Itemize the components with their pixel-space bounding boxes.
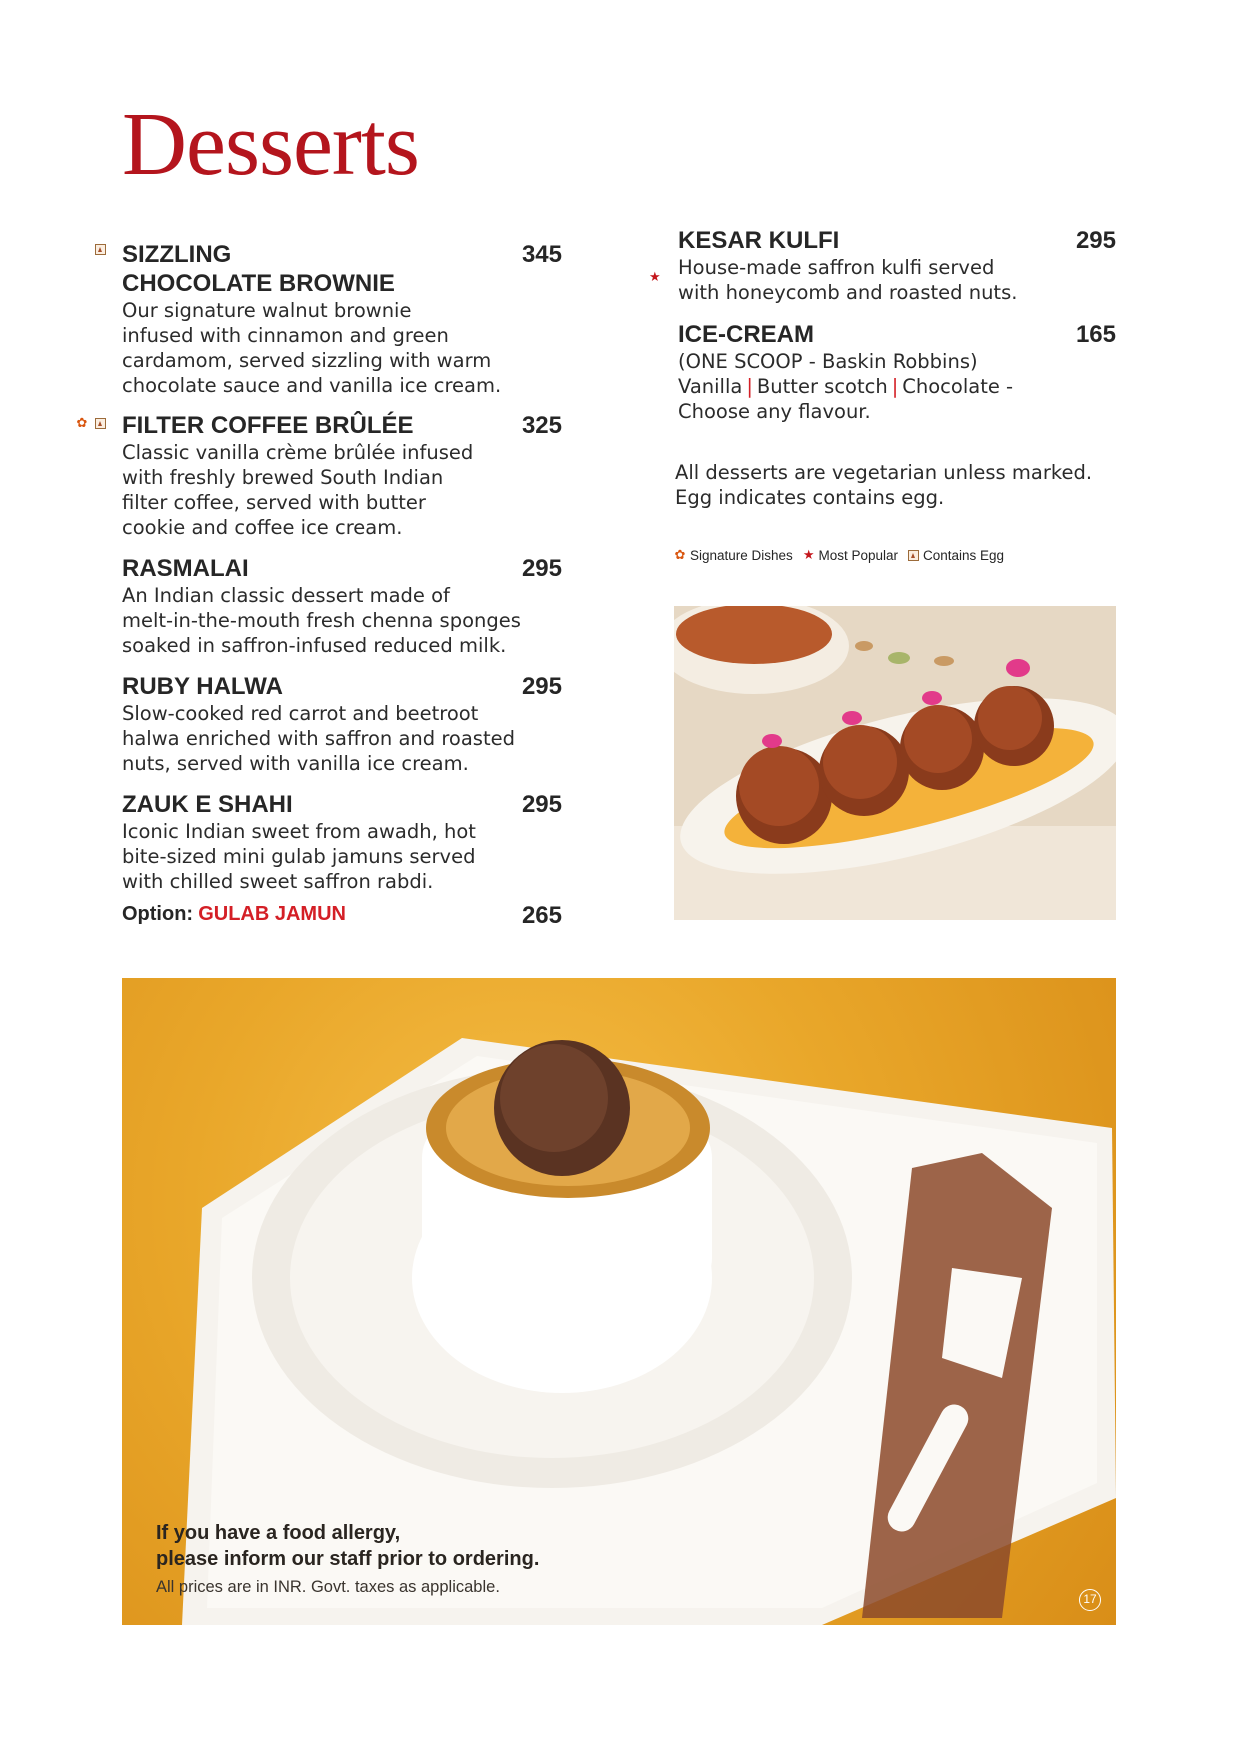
menu-item-sizzling-brownie <box>122 240 562 398</box>
gulab-jamun-illustration <box>674 606 1116 920</box>
item-price: 295 <box>521 791 562 818</box>
item-name: RUBY HALWA <box>122 673 283 700</box>
separator: | <box>891 375 899 398</box>
item-name: ICE-CREAM <box>678 321 814 348</box>
flavour-list <box>678 374 1116 399</box>
legend-contains-egg <box>908 548 1004 563</box>
legend-signature <box>674 548 793 563</box>
option-name: GULAB JAMUN <box>198 903 346 925</box>
item-price: 295 <box>521 673 562 700</box>
menu-item-kesar-kulfi <box>649 226 1116 305</box>
legend-label: Most Popular <box>818 547 899 563</box>
vegetarian-note: All desserts are vegetarian unless marked. Egg indicates contains egg. <box>675 461 1093 509</box>
egg-icon <box>908 550 919 561</box>
contains-egg-icon <box>95 244 106 255</box>
item-price: 295 <box>1075 227 1116 254</box>
contains-egg-icon <box>95 418 106 429</box>
gulab-jamun-photo <box>674 606 1116 920</box>
menu-item-ice-cream <box>678 320 1116 424</box>
item-description: House-made saffron kulfi served with honeycomb and roasted nuts. <box>678 256 1018 304</box>
item-price: 325 <box>521 412 562 439</box>
menu-item-filter-coffee-brulee <box>76 411 562 540</box>
menu-item-ruby-halwa <box>122 672 562 776</box>
item-price: 295 <box>521 555 562 582</box>
legend-label: Signature Dishes <box>690 547 793 563</box>
item-description: Classic vanilla crème brûlée infused with freshly brewed South Indian filter coffee, served with butter cookie and coffee ice cream. <box>122 441 474 539</box>
page-number: 17 <box>1079 1589 1101 1611</box>
item-price: 345 <box>521 241 562 268</box>
flavour: Vanilla <box>678 375 743 398</box>
item-description: An Indian classic dessert made of melt-in-the-mouth fresh chenna sponges soaked in saffron-infused reduced milk. <box>122 584 521 657</box>
item-option <box>122 901 562 927</box>
item-name: KESAR KULFI <box>678 227 840 254</box>
item-name: ZAUK E SHAHI <box>122 791 293 818</box>
menu-item-zauk-e-shahi <box>122 790 562 927</box>
separator: | <box>746 375 753 398</box>
option-price: 265 <box>521 902 562 929</box>
legend-label: Contains Egg <box>923 547 1005 563</box>
option-label: Option: <box>122 903 194 925</box>
menu-item-rasmalai <box>122 554 562 658</box>
most-popular-star-icon: ★ <box>649 270 661 285</box>
flavour: Chocolate - <box>902 375 1014 398</box>
item-description: Iconic Indian sweet from awadh, hot bite-sized mini gulab jamuns served with chilled sweet saffron rabdi. <box>122 820 476 893</box>
page-title: Desserts <box>122 95 419 194</box>
item-name: SIZZLING CHOCOLATE BROWNIE <box>122 241 395 297</box>
item-description: Our signature walnut brownie infused with cinnamon and green cardamom, served sizzling with warm chocolate sauce and vanilla ice cream. <box>122 299 502 397</box>
item-price: 165 <box>1075 321 1116 348</box>
allergy-notice: If you have a food allergy, please inform our staff prior to ordering. <box>156 1522 540 1570</box>
item-name: FILTER COFFEE BRÛLÉE <box>122 412 414 439</box>
flavour: Butter scotch <box>756 375 888 398</box>
legend-most-popular <box>803 548 898 563</box>
item-description-line3: Choose any flavour. <box>678 400 871 423</box>
item-description-line1: (ONE SCOOP - Baskin Robbins) <box>678 350 978 373</box>
price-note: All prices are in INR. Govt. taxes as applicable. <box>156 1578 500 1596</box>
item-name: RASMALAI <box>122 555 249 582</box>
star-icon: ★ <box>802 547 815 562</box>
signature-icon: ✿ <box>76 416 88 431</box>
item-description: Slow-cooked red carrot and beetroot halwa enriched with saffron and roasted nuts, served with vanilla ice cream. <box>122 702 515 775</box>
legend <box>674 546 1014 564</box>
signature-icon: ✿ <box>674 547 686 562</box>
